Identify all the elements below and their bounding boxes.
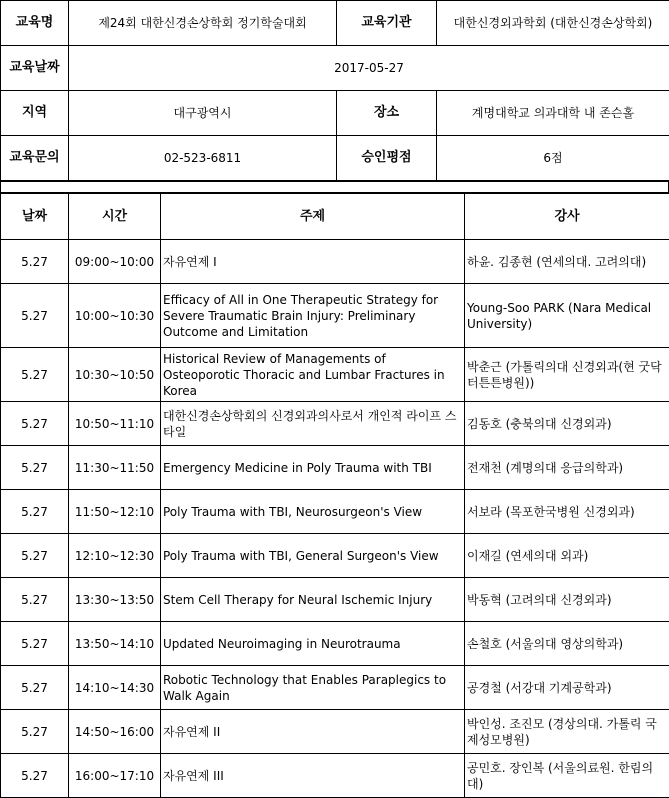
table-row	[1, 348, 669, 402]
row-time: 12:10~12:30	[69, 534, 161, 578]
row-topic: Updated Neuroimaging in Neurotrauma	[161, 622, 465, 666]
table-row	[1, 710, 669, 754]
row-speaker: 박인성. 조진모 (경상의대. 가톨릭 국제성모병원)	[465, 710, 669, 754]
row-time: 10:00~10:30	[69, 284, 161, 348]
region-value: 대구광역시	[69, 91, 337, 136]
header-topic: 주제	[161, 194, 465, 240]
row-date: 5.27	[1, 754, 69, 798]
header-time: 시간	[69, 194, 161, 240]
row-topic: Emergency Medicine in Poly Trauma with TBI	[161, 446, 465, 490]
contact-value: 02-523-6811	[69, 136, 337, 181]
row-topic: 자유연제 II	[161, 710, 465, 754]
points-value: 6점	[437, 136, 669, 181]
table-spacer	[0, 181, 669, 193]
row-date: 5.27	[1, 240, 69, 284]
info-row-date	[1, 46, 669, 91]
header-date: 날짜	[1, 194, 69, 240]
contact-label: 교육문의	[1, 136, 69, 181]
event-label: 교육명	[1, 1, 69, 46]
org-value: 대한신경외과학회 (대한신경손상학회)	[437, 1, 669, 46]
row-speaker: 서보라 (목포한국병원 신경외과)	[465, 490, 669, 534]
row-time: 09:00~10:00	[69, 240, 161, 284]
venue-value: 계명대학교 의과대학 내 존슨홀	[437, 91, 669, 136]
table-row	[1, 284, 669, 348]
row-topic: Robotic Technology that Enables Paraplegics to Walk Again	[161, 666, 465, 710]
header-speaker: 강사	[465, 194, 669, 240]
row-topic: 대한신경손상학회의 신경외과의사로서 개인적 라이프 스타일	[161, 402, 465, 446]
schedule-table	[0, 193, 669, 798]
row-topic: Historical Review of Managements of Osteoporotic Thoracic and Lumbar Fractures in Korea	[161, 348, 465, 402]
row-speaker: 전재천 (계명의대 응급의학과)	[465, 446, 669, 490]
table-row	[1, 240, 669, 284]
row-speaker: 김동호 (충북의대 신경외과)	[465, 402, 669, 446]
info-row-region	[1, 91, 669, 136]
row-speaker: 손철호 (서울의대 영상의학과)	[465, 622, 669, 666]
schedule-header-row	[1, 194, 669, 240]
row-date: 5.27	[1, 666, 69, 710]
row-speaker: 이재길 (연세의대 외과)	[465, 534, 669, 578]
row-topic: 자유연제 III	[161, 754, 465, 798]
course-info-table	[0, 0, 669, 181]
table-row	[1, 578, 669, 622]
row-time: 13:50~14:10	[69, 622, 161, 666]
row-time: 11:50~12:10	[69, 490, 161, 534]
row-speaker: 박춘근 (가톨릭의대 신경외과(현 굿닥터튼튼병원))	[465, 348, 669, 402]
table-row	[1, 622, 669, 666]
row-speaker: 공경철 (서강대 기계공학과)	[465, 666, 669, 710]
org-label: 교육기관	[337, 1, 437, 46]
row-topic: 자유연제 I	[161, 240, 465, 284]
row-date: 5.27	[1, 348, 69, 402]
info-row-contact	[1, 136, 669, 181]
row-speaker: 공민호. 장인복 (서울의료원. 한림의대)	[465, 754, 669, 798]
region-label: 지역	[1, 91, 69, 136]
table-row	[1, 402, 669, 446]
table-row	[1, 534, 669, 578]
row-topic: Poly Trauma with TBI, General Surgeon's View	[161, 534, 465, 578]
spacer-cell	[1, 182, 669, 193]
row-date: 5.27	[1, 710, 69, 754]
row-time: 14:10~14:30	[69, 666, 161, 710]
row-date: 5.27	[1, 578, 69, 622]
venue-label: 장소	[337, 91, 437, 136]
row-time: 14:50~16:00	[69, 710, 161, 754]
row-speaker: 하윤. 김종현 (연세의대. 고려의대)	[465, 240, 669, 284]
row-time: 10:50~11:10	[69, 402, 161, 446]
row-date: 5.27	[1, 490, 69, 534]
row-date: 5.27	[1, 534, 69, 578]
row-time: 13:30~13:50	[69, 578, 161, 622]
row-time: 16:00~17:10	[69, 754, 161, 798]
row-date: 5.27	[1, 446, 69, 490]
event-value: 제24회 대한신경손상학회 정기학술대회	[69, 1, 337, 46]
table-row	[1, 446, 669, 490]
row-speaker: 박동혁 (고려의대 신경외과)	[465, 578, 669, 622]
row-time: 10:30~10:50	[69, 348, 161, 402]
date-label: 교육날짜	[1, 46, 69, 91]
info-row-event	[1, 1, 669, 46]
row-topic: Stem Cell Therapy for Neural Ischemic Injury	[161, 578, 465, 622]
row-topic: Poly Trauma with TBI, Neurosurgeon's View	[161, 490, 465, 534]
row-speaker: Young-Soo PARK (Nara Medical University)	[465, 284, 669, 348]
points-label: 승인평점	[337, 136, 437, 181]
table-row	[1, 666, 669, 710]
row-date: 5.27	[1, 284, 69, 348]
row-date: 5.27	[1, 402, 69, 446]
row-time: 11:30~11:50	[69, 446, 161, 490]
row-date: 5.27	[1, 622, 69, 666]
row-topic: Efficacy of All in One Therapeutic Strategy for Severe Traumatic Brain Injury: Preliminary Outcome and Limitation	[161, 284, 465, 348]
table-row	[1, 490, 669, 534]
date-value: 2017-05-27	[69, 46, 669, 91]
